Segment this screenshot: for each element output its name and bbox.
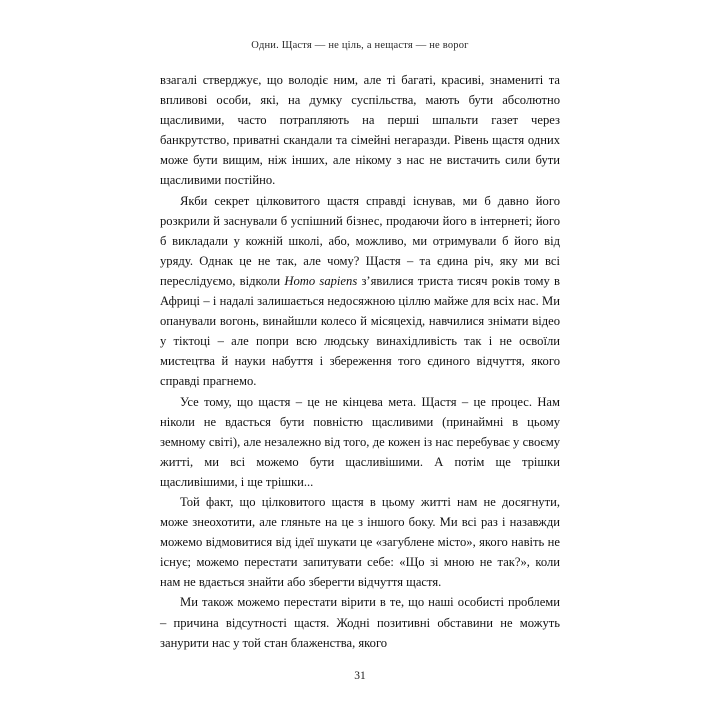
running-head: Одни. Щастя — не ціль, а нещастя — не ворог (251, 40, 469, 51)
paragraph: взагалі стверджує, що володіє ним, але ті багаті, красиві, знамениті та впливові особи, які, на думку суспільства, мають бути абсолютно щасливими, часто потрапляють на перші шпальти газет через банкрутство, приватні скандали та сімейні негаразди. Рівень щастя одних може бути вищим, ніж інших, але нікому з нас не вистачить сили бути щасливими постійно. (160, 73, 560, 188)
paragraph: Усе тому, що щастя – це не кінцева мета. Щастя – це процес. Нам ніколи не вдасться бути повністю щасливими (принаймні в цьому земному світі), але незалежно від того, де кожен із нас перебуває у своєму житті, ми всі можемо бути щасливішими. А потім ще трішки щасливішими, і ще трішки... (160, 394, 560, 489)
page-number: 31 (354, 670, 366, 682)
paragraph: Ми також можемо перестати вірити в те, що наші особисті проблеми – причина відсутності щастя. Жодні позитивні обставини не можуть занурити нас у той стан блаженства, якого (160, 595, 560, 650)
paragraph-text-part: Якби секрет цілковитого щастя справді існував, ми б давно його розкрили й заснували б успішний бізнес, продаючи його в інтернеті; його б викладали у кожній школі, або, можливо, ми отримували б його від уряду. Однак це не так, але чому? Щастя – та єдина річ, яку ми всі переслідуємо, відколи (160, 193, 560, 288)
paragraph: Той факт, що цілковитого щастя в цьому житті нам не досягнути, може знеохотити, але гляньте на це з іншого боку. Ми всі раз і назавжди можемо відмовитися від ідеї шукати це «загублене місто», якого навіть не існує; можемо перестати запитувати себе: «Що зі мною не так?», коли нам не вдається знайти або зберегти відчуття щастя. (160, 494, 560, 590)
body-text-column (160, 70, 560, 653)
paragraph-text-part: з’явилися триста тисяч років тому в Африці – і надалі залишається недосяжною ціллю майже для всіх нас. Ми опанували вогонь, винайшли колесо й місяцехід, навчилися знімати відео у тіктоці – але попри всю людську винахідливість так і не освоїли мистецтва й науки набуття і збереження того єдиного відчуття, якого справді прагнемо. (160, 273, 560, 389)
italic-term: Homo sapiens (284, 273, 358, 288)
paragraph (160, 191, 560, 392)
